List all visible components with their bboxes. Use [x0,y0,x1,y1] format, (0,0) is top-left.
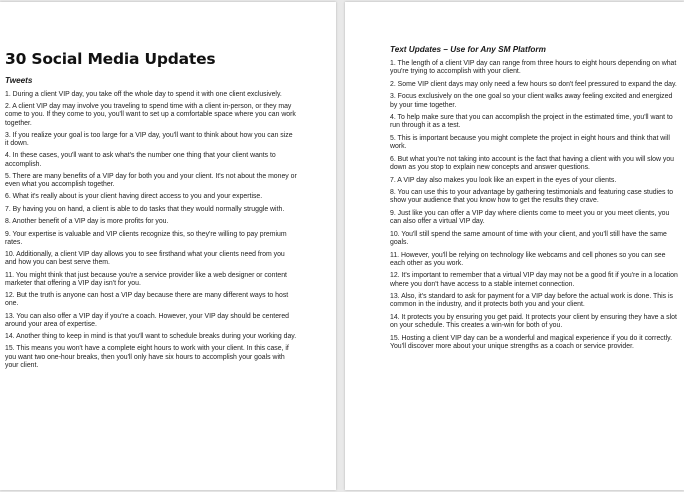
text-update-item: 7. A VIP day also makes you look like an expert in the eyes of your clients. [390,176,617,184]
tweet-item: 7. By having you on hand, a client is able to do tasks that they would normally struggle with. [5,205,285,213]
text-update-item: 15. Hosting a client VIP day can be a wonderful and magical experience if you do it correctly. You'll discover more about your unique strengths as a coach or service provider. [390,334,673,350]
document-page-left [0,2,336,490]
text-update-item: 6. But what you're not taking into account is the fact that having a client with you will slow you down as you stop to explain new concepts and answer questions. [390,155,674,171]
text-update-item: 12. It's important to remember that a virtual VIP day may not be a good fit if you're in a location where you don't have access to a stable internet connection. [390,272,678,288]
tweet-item: 5. There are many benefits of a VIP day for both you and your client. It's not about the money or even what you accomplish together. [5,172,297,189]
text-update-item: 3. Focus exclusively on the one goal so your client walks away feeling excited and energized by your time together. [390,93,673,109]
tweet-item: 1. During a client VIP day, you take off the whole day to spend it with one client exclusively. [5,91,282,98]
section-heading-text-updates: Text Updates – Use for Any SM Platform [390,45,546,54]
page-right-content [390,45,678,356]
text-update-item: 13. Also, it's standard to ask for payment for a VIP day before the actual work is done. This is common in the industry, and it protects both you and your client. [390,293,673,309]
text-update-item: 2. Some VIP client days may only need a few hours so don't feel pressured to expand the day. [390,80,677,88]
text-update-item: 5. This is important because you might complete the project in eight hours and think that will work. [390,135,670,151]
tweet-item: 12. But the truth is anyone can host a VIP day because there are many different ways to host one. [5,292,289,308]
tweet-item: 11. You might think that just because you're a service provider like a web designer or content marketer that offering a VIP day isn't for you. [5,271,287,287]
text-update-item: 14. It protects you by ensuring you get paid. It protects your client by ensuring they have a slot on your schedule. This creates a win-win for both of you. [390,313,677,330]
page-left-content [5,50,297,374]
tweet-item: 10. Additionally, a client VIP day allows you to see firsthand what your clients need from you and how you can best serve them. [5,251,285,267]
text-update-item: 1. The length of a client VIP day can range from three hours to eight hours depending on what you're trying to accomplish with your client. [390,60,677,76]
section-heading-tweets: Tweets [5,76,33,85]
document-page-right [345,2,684,490]
tweet-item: 14. Another thing to keep in mind is that you'll want to schedule breaks during your working day. [5,333,297,341]
tweet-item: 8. Another benefit of a VIP day is more profits for you. [5,218,169,226]
tweet-item: 9. Your expertise is valuable and VIP clients recognize this, so they're willing to pay premium rates. [5,230,287,246]
text-update-item: 8. You can use this to your advantage by gathering testimonials and featuring case studies to show your audience that you know how to get the results they crave. [390,189,674,205]
document-title: 30 Social Media Updates [5,50,216,68]
tweet-item: 4. In these cases, you'll want to ask what's the number one thing that your client wants to accomplish. [5,152,276,168]
text-update-item: 9. Just like you can offer a VIP day where clients come to meet you or you meet clients, you can also offer a virtual VIP day. [390,210,670,226]
text-update-item: 11. However, you'll be relying on technology like webcams and cell phones so you can see each other as you work. [390,251,666,267]
text-update-item: 10. You'll still spend the same amount of time with your client, and you'll still have the same goals. [390,230,667,246]
tweet-item: 13. You can also offer a VIP day if you're a coach. However, your VIP day should be centered around your area of expertise. [5,312,290,328]
text-update-item: 4. To help make sure that you can accomplish the project in the estimated time, you'll want to run through it as a test. [390,114,673,130]
tweet-item: 2. A client VIP day may involve you traveling to spend time with a client in-person, or they may come to you. If they come to you, you'll want to set up a comfortable space where you can work together. [5,103,296,127]
tweet-item: 6. What it's really about is your client having direct access to you and your expertise. [5,193,263,201]
tweet-item: 3. If you realize your goal is too large for a VIP day, you'll want to think about how you can size it down. [5,131,293,148]
tweet-item: 15. This means you won't have a complete eight hours to work with your client. In this case, if you want two one-hour breaks, then you'll only have six hours to accomplish your goals with your client. [5,345,289,369]
